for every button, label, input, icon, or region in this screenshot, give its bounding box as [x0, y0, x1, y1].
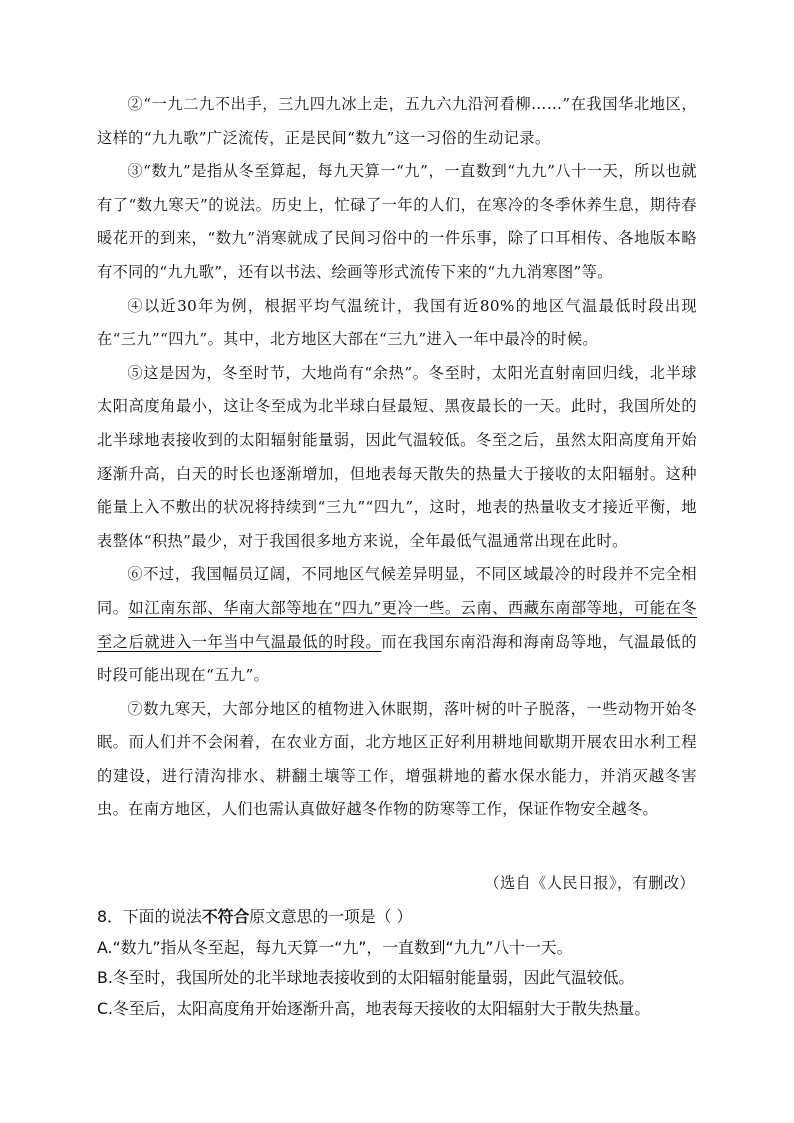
paragraph-4: ④以近30年为例，根据平均气温统计，我国有近80%的地区气温最低时段出现在“三九”“四九”。其中，北方地区大部在“三九”进入一年中最冷的时候。: [97, 296, 697, 349]
underlined-sentence: 如江南东部、华南大部等地在“四九”更冷一些。云南、西藏东南部等地，可能在冬至之后就进入一年当中气温最低的时段。: [97, 598, 697, 651]
paragraph-2: ②“一九二九不出手，三九四九冰上走，五九六九沿河看柳……”在我国华北地区，这样的“九九歌”广泛流传，正是民间“数九”这一习俗的生动记录。: [97, 95, 697, 147]
stem-after: 原文意思的一项是（ ）: [249, 907, 413, 926]
stem-bold: 不符合: [201, 907, 250, 926]
paragraph-7: ⑦数九寒天，大部分地区的植物进入休眠期，落叶树的叶子脱落，一些动物开始冬眠。而人们并不会闲着，在农业方面，北方地区正好利用耕地间歇期开展农田水利工程的建设，进行清沟排水、耕翻土壤等工作，增强耕地的蓄水保水能力，并消灭越冬害虫。在南方地区，人们也需认真做好越冬作物的防寒等工作，保证作物安全越冬。: [97, 699, 697, 819]
stem-before: 8．下面的说法: [97, 907, 202, 926]
option-b[interactable]: B.冬至时，我国所处的北半球地表接收到的太阳辐射能量弱，因此气温较低。: [97, 968, 635, 988]
question-stem: [97, 902, 717, 933]
source-citation: （选自《人民日报》，有删改）: [484, 874, 695, 892]
paragraph-5: ⑤这是因为，冬至时节，大地尚有“余热”。冬至时，太阳光直射南回归线，北半球太阳高度角最小，这让冬至成为北半球白昼最短、黑夜最长的一天。此时，我国所处的北半球地表接收到的太阳辐射能量弱，因此气温较低。冬至之后，虽然太阳高度角开始逐渐升高，白天的时长也逐渐增加，但地表每天散失的热量大于接收的太阳辐射。这种能量上入不敷出的状况将持续到“三九”“四九”，这时，地表的热量收支才接近平衡，地表整体“积热”最少，对于我国很多地方来说，全年最低气温通常出现在此时。: [97, 363, 697, 550]
question-8: [97, 902, 717, 1024]
paragraph-3: ③“数九”是指从冬至算起，每九天算一“九”，一直数到“九九”八十一天，所以也就有了“数九寒天”的说法。历史上，忙碌了一年的人们，在寒冷的冬季休养生息，期待春暖花开的到来，“数九”消寒就成了民间习俗中的一件乐事，除了口耳相传、各地版本略有不同的“九九歌”，还有以书法、绘画等形式流传下来的“九九消寒图”等。: [97, 162, 697, 281]
reading-passage: [97, 88, 697, 827]
paragraph-6-start: ⑥不过，我国幅员辽阔，不同地区气候差异明显，不同区域最冷的时段并不完全相同。: [97, 565, 697, 617]
paragraph-6-end: 而在我国东南沿海和海南岛等地，气温最低的时段可能出现在“五九”。: [97, 632, 698, 685]
paragraph-6: [97, 558, 697, 692]
option-c[interactable]: C.冬至后，太阳高度角开始逐渐升高，地表每天接收的太阳辐射大于散失热量。: [97, 998, 651, 1018]
option-a[interactable]: A.“数九”指从冬至起，每九天算一“九”，一直数到“九九”八十一天。: [97, 937, 573, 957]
